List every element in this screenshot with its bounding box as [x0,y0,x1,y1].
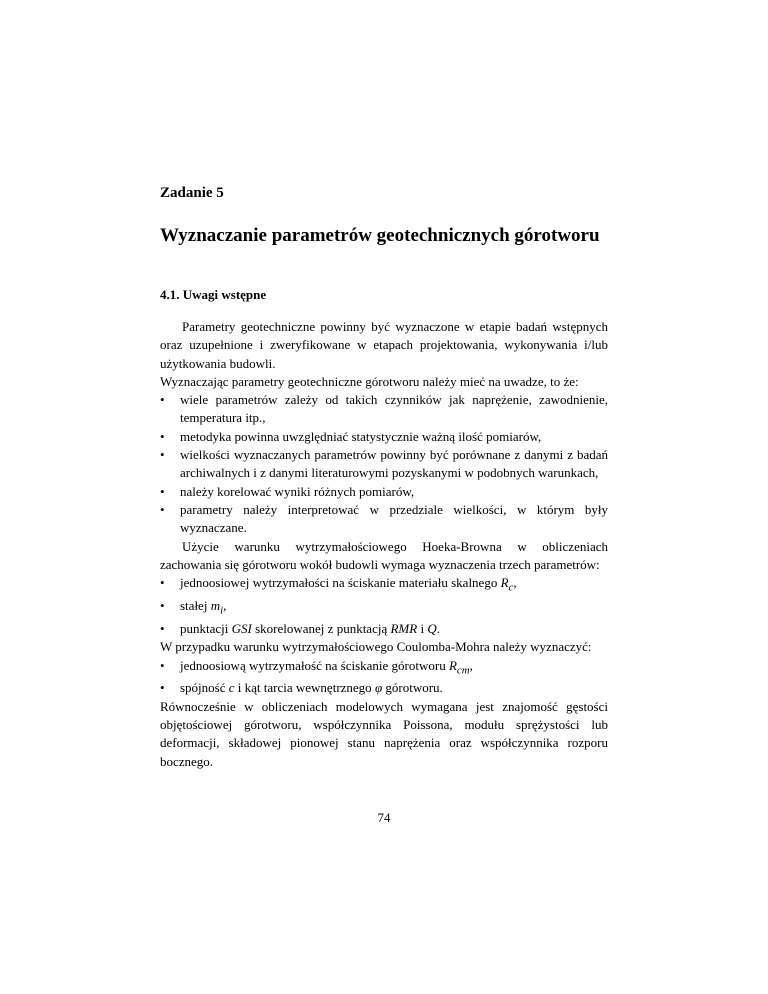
bullet-icon: • [160,620,165,636]
page-title: Wyznaczanie parametrów geotechnicznych górotworu [160,225,600,246]
hoek-brown-intro: Użycie warunku wytrzymałościowego Hoeka-Browna w obliczeniach zachowania się górotworu wokół budowli wymaga wyznaczenia trzech parametrów: [160,538,608,572]
hoek-brown-list [160,574,608,638]
bullet-icon: • [160,392,165,408]
bullet-icon: • [160,447,165,463]
intro-paragraph: Parametry geotechniczne powinny być wyznaczone w etapie badań wstępnych oraz uzupełnione i zweryfikowane w etapach projektowania, wykonywania i/lub użytkowania budowli. [160,319,608,371]
list-item: • punktacji GSI skorelowanej z punktacją RMR i Q. [160,620,608,638]
chapter-label: Zadanie 5 [160,185,224,201]
page-number: 74 [377,810,391,825]
body-text [160,318,608,771]
coulomb-list [160,657,608,698]
bullet-icon: • [160,428,165,444]
considerations-intro: Wyznaczając parametry geotechniczne górotworu należy mieć na uwadze, to że: [160,373,579,389]
coulomb-intro: W przypadku warunku wytrzymałościowego Coulomba-Mohra należy wyznaczyć: [160,639,592,655]
bullet-icon: • [160,680,165,696]
list-item: • stałej $m_i$, [160,598,227,617]
final-paragraph: Równocześnie w obliczeniach modelowych wymagana jest znajomość gęstości objętościowej górotworu, współczynnika Poissona, modułu sprężystości lub deformacji, składowej pionowej stanu naprężenia oraz współczynnika rozporu bocznego. [160,698,608,769]
bullet-icon: • [160,575,165,591]
bullet-icon: • [160,501,165,517]
list-item: • wiele parametrów zależy od takich czynników jak naprężenie, zawodnienie, temperatura itp., [160,392,608,426]
bullet-icon: • [160,657,165,673]
bullet-icon: • [160,598,165,614]
list-item: • metodyka powinna uwzględniać statystycznie ważną ilość pomiarów, [160,428,608,446]
section-heading: 4.1. Uwagi wstępne [160,287,267,302]
list-item: • jednoosiowej wytrzymałości na ściskanie materiału skalnego $R_c$, [160,575,517,594]
list-item: • jednoosiową wytrzymałość na ściskanie górotworu $R_{cm}$, [160,657,473,677]
list-item: • spójność c i kąt tarcia wewnętrznego φ górotworu. [160,679,608,697]
list-item: • parametry należy interpretować w przedziale wielkości, w którym były wyznaczane. [160,501,608,536]
bullet-icon: • [160,483,165,499]
list-item: • należy korelować wyniki różnych pomiarów, [160,483,608,501]
considerations-list [160,391,608,537]
list-item: • wielkości wyznaczanych parametrów powinny być porównane z danymi z badań archiwalnych i z danymi literaturowymi pozyskanymi w podobnych warunkach, [160,447,608,481]
